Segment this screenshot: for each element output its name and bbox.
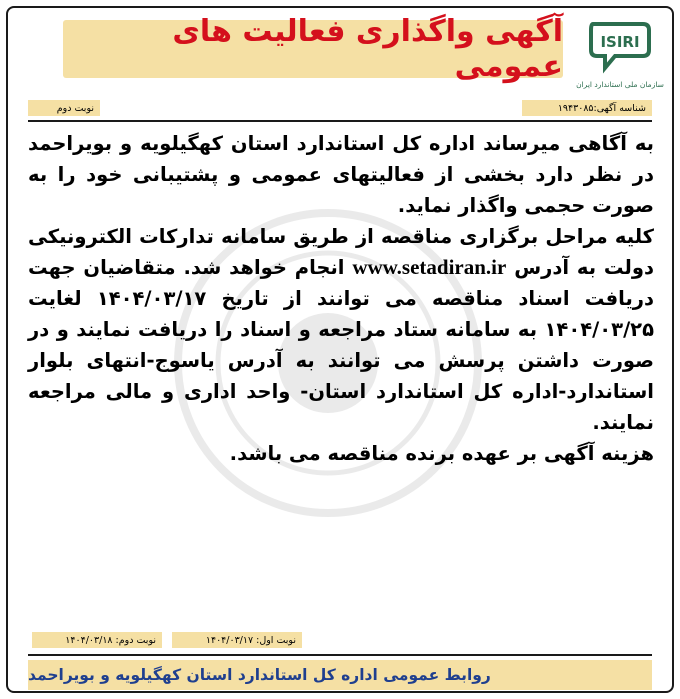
publication-dates — [32, 632, 302, 648]
standard-organization-logo-icon — [585, 16, 655, 78]
logo-caption: سازمان ملی استاندارد ایران — [576, 80, 664, 89]
title-banner — [63, 14, 563, 84]
body-paragraph-1: به آگاهی میرساند اداره کل استاندارد استان کهگیلویه و بویراحمد در نظر دارد بخشی از فعالیتهای عمومی و پشتیبانی خود را به صورت حجمی واگذار نماید. — [28, 132, 654, 217]
publisher-band — [28, 660, 652, 690]
website-link[interactable]: www.setadiran.ir — [352, 255, 507, 279]
body-paragraph-2-part-2: انجام خواهد شد. متقاضیان جهت دریافت اسناد مناقصه می توانند از تاریخ ۱۴۰۴/۰۳/۱۷ لغایت ۱۴۰۴/۰۳/۲۵ به سامانه ستاد مراجعه و اسناد را دریافت نمایند و در صورت داشتن پرسش می توانند به آدرس یاسوج-انتهای بلوار استاندارد-اداره کل استاندارد استان- واحد اداری و مالی مراجعه نمایند. — [28, 256, 654, 434]
svg-text:ISIRI: ISIRI — [600, 33, 640, 51]
ad-id: شناسه آگهی:۱۹۴۳۰۸۵ — [522, 100, 652, 116]
notice-header — [8, 8, 672, 104]
organization-logo — [574, 16, 666, 98]
bottom-divider — [28, 654, 652, 656]
notice-body — [28, 128, 654, 469]
first-round-date: نوبت اول: ۱۴۰۴/۰۳/۱۷ — [172, 632, 302, 648]
top-divider — [28, 120, 652, 122]
round-label: نوبت دوم — [28, 100, 100, 116]
notice-frame — [6, 6, 674, 693]
body-paragraph-2-part-1: کلیه مراحل برگزاری مناقصه از طریق سامانه تدارکات الکترونیکی دولت به آدرس — [28, 225, 654, 279]
round-label-row — [28, 100, 100, 116]
ad-id-row — [522, 100, 652, 116]
publisher-name: روابط عمومی اداره کل استاندارد استان کهگیلویه و بویراحمد — [28, 666, 491, 684]
body-paragraph-3: هزینه آگهی بر عهده برنده مناقصه می باشد. — [229, 442, 654, 465]
body-paragraph-2 — [28, 221, 654, 438]
second-round-date: نوبت دوم: ۱۴۰۴/۰۳/۱۸ — [32, 632, 162, 648]
notice-title: آگهی واگذاری فعالیت های عمومی — [172, 14, 563, 84]
